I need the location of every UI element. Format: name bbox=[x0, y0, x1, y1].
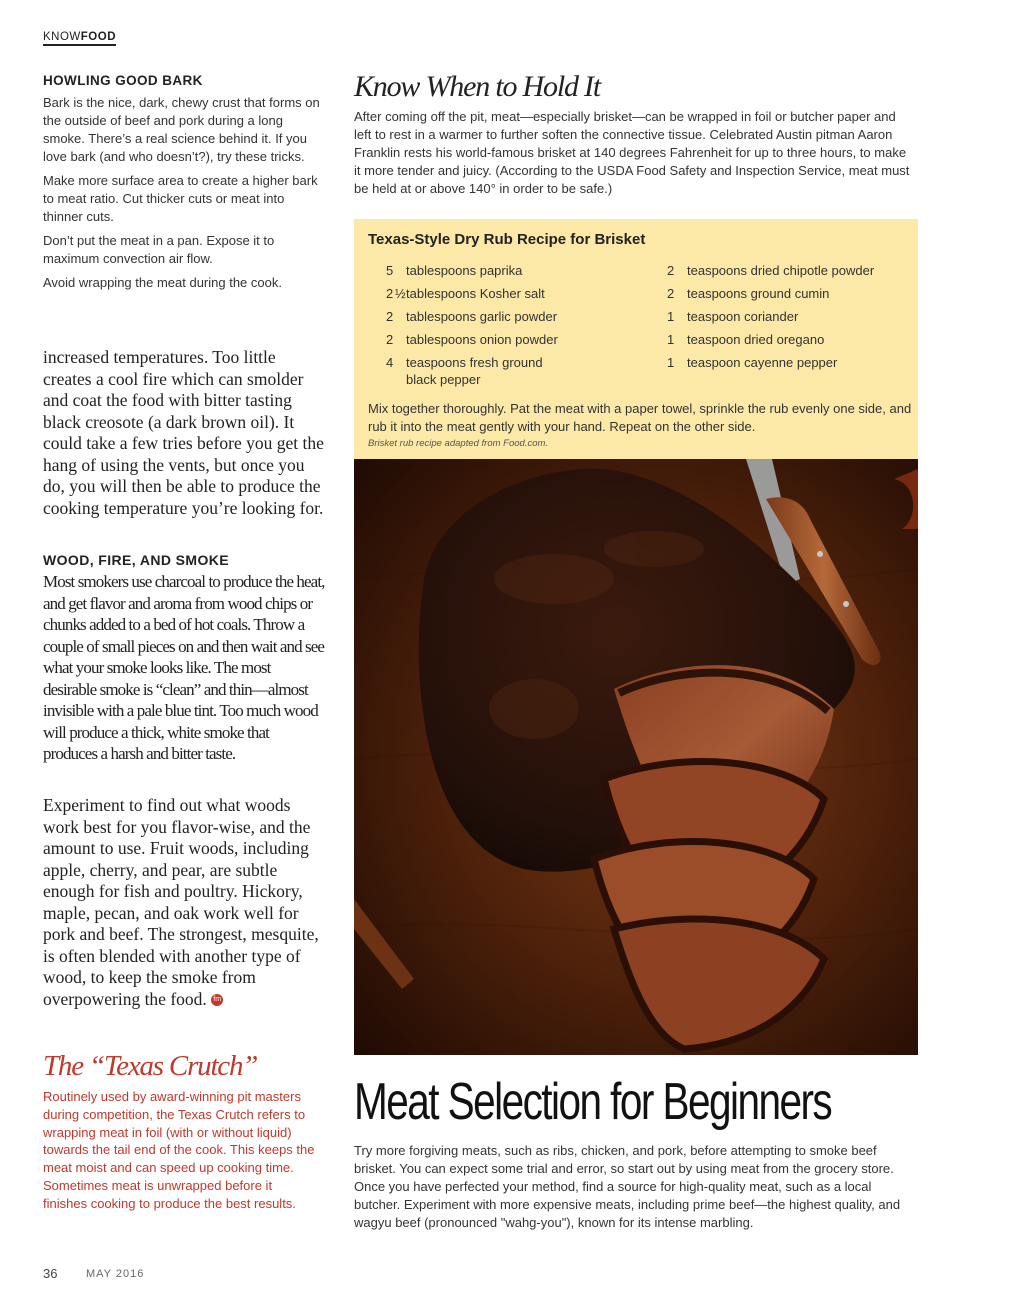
ingredient-qty: 1 bbox=[667, 309, 675, 324]
brisket-photo bbox=[354, 459, 918, 1055]
texas-crutch-title: The “Texas Crutch” bbox=[43, 1050, 258, 1082]
page-number: 36 bbox=[43, 1266, 58, 1281]
ingredient-name: teaspoon cayenne pepper bbox=[687, 355, 838, 370]
ingredient-qty: 2 ½ bbox=[386, 286, 405, 301]
ingredient-name: teaspoon coriander bbox=[687, 309, 799, 324]
bark-body bbox=[43, 94, 323, 292]
ingredient-name: teaspoon dried oregano bbox=[687, 332, 825, 347]
ingredient-name: teaspoons fresh ground black pepper bbox=[406, 355, 543, 387]
meat-selection-title: Meat Selection for Beginners bbox=[354, 1073, 832, 1131]
bark-tip: Make more surface area to create a higher bark to meat ratio. Cut thicker cuts or meat into thinner cuts. bbox=[43, 173, 318, 224]
hold-it-text: After coming off the pit, meat—especially brisket—can be wrapped in foil or butcher paper and left to rest in a warmer to further soften the connective tissue. Celebrated Austin pitman Aaron Franklin rests his world-famous brisket at 140 degrees Fahrenheit for up to three hours, to make it more tender and juicy. (According to the USDA Food Safety and Inspection Service, meat must be held at or above 140° in order to be safe.) bbox=[354, 109, 910, 196]
ingredient-qty: 2 bbox=[667, 263, 675, 278]
ingredient-qty: 1 bbox=[667, 355, 675, 370]
recipe-title: Texas-Style Dry Rub Recipe for Brisket bbox=[368, 231, 646, 248]
ingredient-name: tablespoons paprika bbox=[406, 263, 523, 278]
ingredient-qty: 2 bbox=[386, 332, 394, 347]
ingredient-qty: 4 bbox=[386, 355, 394, 370]
wood-heading: WOOD, FIRE, AND SMOKE bbox=[43, 552, 229, 568]
issue-date: MAY 2016 bbox=[86, 1268, 145, 1280]
kicker-know: KNOW bbox=[43, 31, 81, 43]
kicker-food: FOOD bbox=[80, 31, 117, 43]
recipe-credit: Brisket rub recipe adapted from Food.com. bbox=[368, 438, 549, 449]
section-kicker bbox=[43, 31, 116, 46]
bark-paragraph: Bark is the nice, dark, chewy crust that forms on the outside of beef and pork during a long smoke. There’s a real science behind it. If you love bark (and who doesn’t?), try these tricks. bbox=[43, 95, 320, 164]
texas-crutch-text: Routinely used by award-winning pit masters during competition, the Texas Crutch refers to wrapping meat in foil (with or without liquid) towards the tail end of the cook. This keeps the meat moist and can speed up cooking time. Sometimes meat is unwrapped before it finishes cooking to produce the best results. bbox=[43, 1089, 315, 1211]
hold-it-title: Know When to Hold It bbox=[354, 70, 600, 103]
ingredient-name: teaspoons dried chipotle powder bbox=[687, 263, 875, 278]
bark-tip: Don’t put the meat in a pan. Expose it to maximum convection air flow. bbox=[43, 233, 275, 266]
ingredient-qty: 2 bbox=[386, 309, 394, 324]
ingredient-name: teaspoons ground cumin bbox=[687, 286, 830, 301]
vents-paragraph: increased temperatures. Too little creates a cool fire which can smolder and coat the food with bitter tasting black creosote (a dark brown oil). It could take a few tries before you get the hang of using the vents, but once you do, you will then be able to produce the cooking temperature you’re looking for. bbox=[43, 347, 324, 518]
recipe-box bbox=[354, 219, 918, 459]
ingredient-qty: 2 bbox=[667, 286, 675, 301]
end-mark-icon: fm bbox=[211, 994, 223, 1006]
ingredient-qty: 5 bbox=[386, 263, 394, 278]
bark-section bbox=[43, 73, 323, 298]
ingredient-name: tablespoons onion powder bbox=[406, 332, 558, 347]
experiment-paragraph bbox=[43, 795, 325, 1010]
ingredient-name: tablespoons garlic powder bbox=[406, 309, 558, 324]
meat-selection-text: Try more forgiving meats, such as ribs, chicken, and pork, before attempting to smoke beef brisket. You can expect some trial and error, so start out by using meat from the grocery store. Once you have perfected your method, find a source for high-quality meat, such as a local butcher. Experiment with more expensive meats, including prime beef—the highest quality, and wagyu beef (pronounced "wahg-you"), known for its intense marbling. bbox=[354, 1143, 901, 1230]
ingredient-qty: 1 bbox=[667, 332, 675, 347]
ingredient-name: tablespoons Kosher salt bbox=[406, 286, 545, 301]
recipe-instructions: Mix together thoroughly. Pat the meat with a paper towel, sprinkle the rub evenly one side, and rub it into the meat gently with your hand. Repeat on the other side. bbox=[368, 401, 912, 434]
wood-paragraph: Most smokers use charcoal to produce the heat, and get flavor and aroma from wood chips or chunks added to a bed of hot coals. Throw a couple of small pieces on and then wait and see what your smoke looks like. The most desirable smoke is “clean” and thin—almost invisible with a pale blue tint. Too much wood will produce a thick, white smoke that produces a harsh and bitter taste. bbox=[43, 572, 325, 763]
bark-heading: HOWLING GOOD BARK bbox=[43, 73, 203, 88]
bark-tip: Avoid wrapping the meat during the cook. bbox=[43, 275, 282, 290]
experiment-text: Experiment to find out what woods work best for you flavor-wise, and the amount to use. Fruit woods, including apple, cherry, and pear, are subtle enough for fish and poultry. Hickory, maple, pecan, and oak work well for pork and beef. The strongest, mesquite, is often blended with another type of wood, to keep the smoke from overpowering the food. bbox=[43, 795, 319, 1009]
